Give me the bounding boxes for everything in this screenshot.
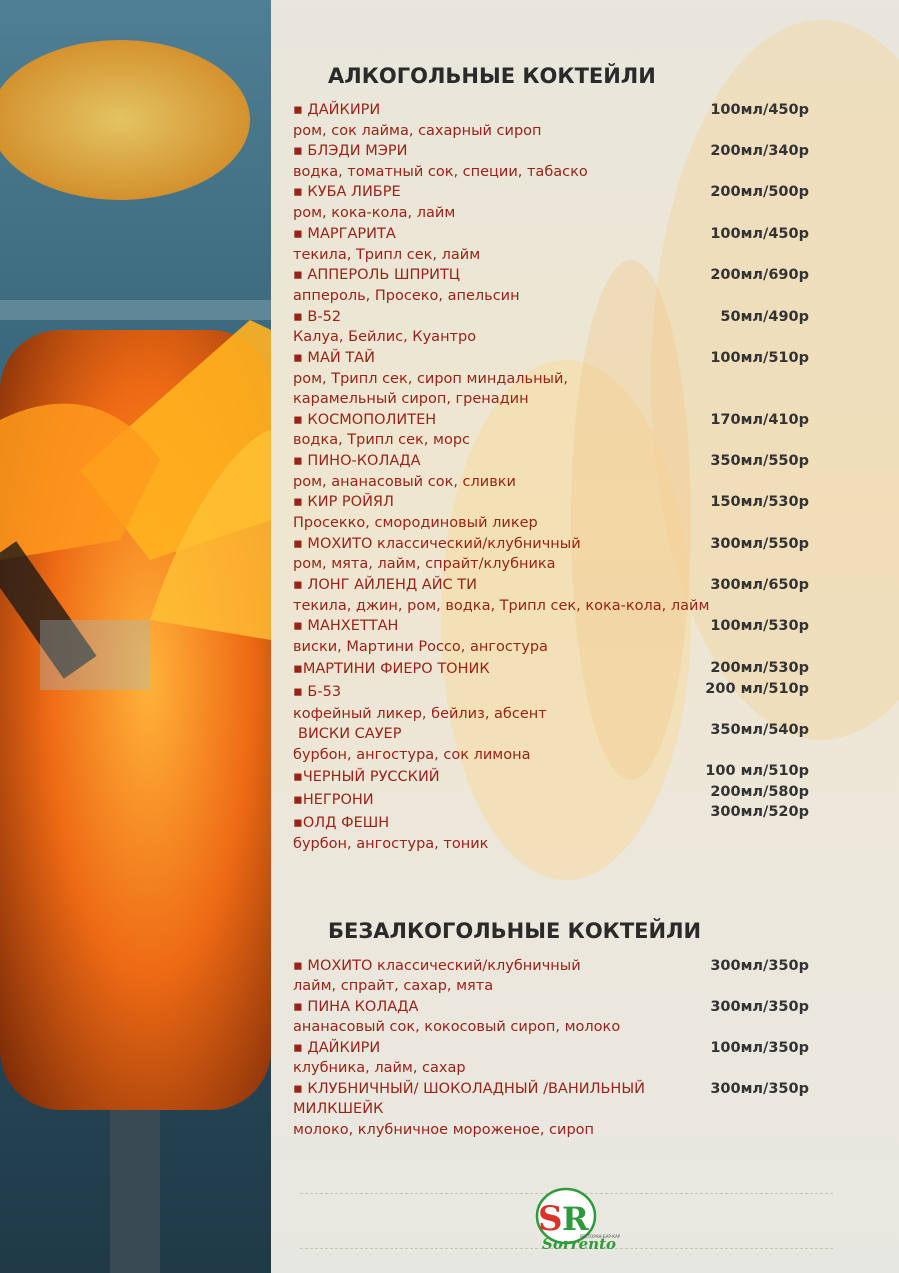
item-desc: ром, ананасовый сок, сливки xyxy=(293,474,516,490)
item-price: 200 мл/510р xyxy=(705,681,809,697)
item-price: 200мл/500р xyxy=(710,184,809,200)
item-name: ▪ МОХИТО классический/клубничный xyxy=(293,958,581,974)
glass-stem-ghost xyxy=(571,260,691,780)
item-name: ▪ КИР РОЙЯЛ xyxy=(293,494,394,510)
item-name: ▪ МАРГАРИТА xyxy=(293,226,396,242)
item-price: 100мл/450р xyxy=(710,102,809,118)
item-name: ▪ КУБА ЛИБРЕ xyxy=(293,184,401,200)
item-name: ▪ МОХИТО классический/клубничный xyxy=(293,536,581,552)
item-desc: водка, Трипл сек, морс xyxy=(293,432,471,448)
item-name: ▪ АППЕРОЛЬ ШПРИТЦ xyxy=(293,267,461,283)
item-name: ▪ Б-53 xyxy=(293,684,342,700)
item-price: 300мл/350р xyxy=(710,999,809,1015)
item-name: ▪МАРТИНИ ФИЕРО ТОНИК xyxy=(293,661,490,677)
item-desc: молоко, клубничное мороженое, сироп xyxy=(293,1122,595,1138)
item-price: 300мл/650р xyxy=(710,577,809,593)
item-desc: ром, Трипл сек, сироп миндальный, xyxy=(293,371,569,387)
item-name: ▪НЕГРОНИ xyxy=(293,792,374,808)
item-name: МИЛКШЕЙК xyxy=(293,1101,384,1117)
item-desc: лайм, спрайт, сахар, мята xyxy=(293,978,494,994)
item-price: 150мл/530р xyxy=(710,494,809,510)
item-name: ▪ В-52 xyxy=(293,309,342,325)
item-price: 350мл/540р xyxy=(710,722,809,738)
item-name: ВИСКИ САУЕР xyxy=(298,726,402,742)
item-price: 100мл/450р xyxy=(710,226,809,242)
item-desc: текила, Трипл сек, лайм xyxy=(293,247,481,263)
item-desc: кофейный ликер, бейлиз, абсент xyxy=(293,706,547,722)
item-desc: водка, томатный сок, специи, табаско xyxy=(293,164,588,180)
item-price: 300мл/520р xyxy=(710,804,809,820)
item-price: 100мл/350р xyxy=(710,1040,809,1056)
item-name: ▪ЧЕРНЫЙ РУССКИЙ xyxy=(293,769,440,785)
svg-text:S: S xyxy=(538,1199,563,1239)
item-desc: ром, сок лайма, сахарный сироп xyxy=(293,123,542,139)
item-price: 100мл/530р xyxy=(710,618,809,634)
item-name: ▪ ПИНА КОЛАДА xyxy=(293,999,419,1015)
nonalcoholic-section-title: БЕЗАЛКОГОЛЬНЫЕ КОКТЕЙЛИ xyxy=(328,919,702,943)
item-desc: Калуа, Бейлис, Куантро xyxy=(293,329,477,345)
item-price: 200мл/690р xyxy=(710,267,809,283)
svg-text:R: R xyxy=(562,1200,589,1238)
item-price: 300мл/350р xyxy=(710,1081,809,1097)
item-price: 100мл/510р xyxy=(710,350,809,366)
item-price: 200мл/530р xyxy=(710,660,809,676)
item-name: ▪ КОСМОПОЛИТЕН xyxy=(293,412,437,428)
item-price: 350мл/550р xyxy=(710,453,809,469)
aperol-spritz-image xyxy=(0,0,271,1273)
item-price: 50мл/490р xyxy=(720,309,809,325)
item-desc: бурбон, ангостура, сок лимона xyxy=(293,747,531,763)
item-name: ▪ ПИНО-КОЛАДА xyxy=(293,453,421,469)
item-desc: ром, мята, лайм, спрайт/клубника xyxy=(293,556,556,572)
item-desc: карамельный сироп, гренадин xyxy=(293,391,529,407)
item-desc: Просекко, смородиновый ликер xyxy=(293,515,538,531)
item-name: ▪ ДАЙКИРИ xyxy=(293,102,381,118)
cocktail-photo xyxy=(0,0,271,1273)
item-desc: апперoль, Просеко, апельсин xyxy=(293,288,520,304)
item-desc: клубника, лайм, сахар xyxy=(293,1060,466,1076)
item-name: ▪ОЛД ФЕШН xyxy=(293,815,390,831)
svg-text:РЕСТОРАН-БАР-КАРАОКЕ: РЕСТОРАН-БАР-КАР xyxy=(580,1234,620,1239)
item-name: ▪ МАЙ ТАЙ xyxy=(293,350,375,366)
item-desc: ананасовый сок, кокосовый сироп, молоко xyxy=(293,1019,621,1035)
item-name: ▪ ЛОНГ АЙЛЕНД АЙС ТИ xyxy=(293,577,477,593)
item-desc: ром, кока-кола, лайм xyxy=(293,205,456,221)
item-name: ▪ БЛЭДИ МЭРИ xyxy=(293,143,408,159)
item-desc: виски, Мартини Россо, ангостура xyxy=(293,639,548,655)
alcoholic-section-title: АЛКОГОЛЬНЫЕ КОКТЕЙЛИ xyxy=(328,64,656,88)
item-name: ▪ ДАЙКИРИ xyxy=(293,1040,381,1056)
item-price: 100 мл/510р xyxy=(705,763,809,779)
item-desc: текила, джин, ром, водка, Трипл сек, кока-кола, лайм xyxy=(293,598,710,614)
item-price: 300мл/550р xyxy=(710,536,809,552)
sorrento-logo xyxy=(528,1186,620,1256)
item-price: 300мл/350р xyxy=(710,958,809,974)
svg-text:Sorrento: Sorrento xyxy=(542,1235,617,1253)
item-name: ▪ МАНХЕТТАН xyxy=(293,618,399,634)
item-desc: бурбон, ангостура, тоник xyxy=(293,836,489,852)
item-price: 200мл/580р xyxy=(710,784,809,800)
sorrento-logo-mark xyxy=(528,1186,620,1256)
item-price: 200мл/340р xyxy=(710,143,809,159)
item-price: 170мл/410р xyxy=(710,412,809,428)
item-name: ▪ КЛУБНИЧНЫЙ/ ШОКОЛАДНЫЙ /ВАНИЛЬНЫЙ xyxy=(293,1081,645,1097)
